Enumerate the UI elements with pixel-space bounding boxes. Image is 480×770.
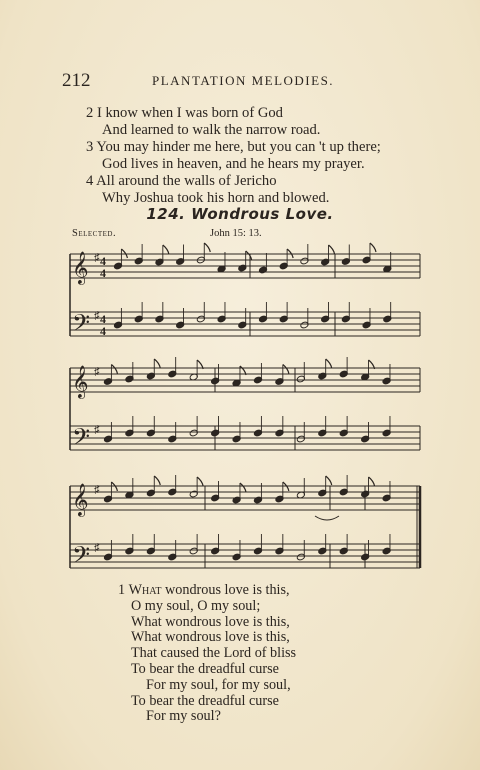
treble-clef: 𝄞 — [72, 251, 89, 284]
note-flag — [111, 482, 117, 491]
time-signature: 4 — [100, 324, 106, 338]
hymn-attribution: Selected. — [72, 228, 117, 239]
verse-line: That caused the Lord of bliss — [131, 645, 297, 662]
verse-line: wondrous love is this, — [165, 582, 290, 598]
note-flag — [369, 477, 375, 486]
note-flag — [154, 476, 160, 485]
key-signature-sharp: ♯ — [94, 366, 100, 378]
note-flag — [287, 249, 293, 258]
bass-clef: 𝄢 — [72, 541, 91, 574]
running-head: PLANTATION MELODIES. — [152, 73, 335, 88]
key-signature-sharp: ♯ — [94, 424, 100, 436]
note-flag — [326, 476, 332, 485]
key-signature-sharp: ♯ — [94, 310, 100, 322]
bass-clef: 𝄢 — [72, 423, 91, 456]
note-flag — [326, 359, 332, 368]
note-flag — [240, 483, 246, 492]
note-flag — [197, 477, 203, 486]
note-flag — [163, 245, 169, 254]
time-signature: 4 — [100, 266, 106, 280]
note-flag — [121, 249, 127, 258]
hymn-verse-1 — [118, 583, 418, 725]
note-flag — [329, 245, 335, 254]
verse-line: 3 You may hinder me here, but you can 't up there; — [86, 139, 381, 155]
page-header — [62, 70, 420, 90]
verse-line: For my soul? — [146, 708, 221, 725]
verse-line: 4 All around the walls of Jericho — [86, 173, 277, 189]
hymn-title: 124. Wondrous Love. — [146, 205, 334, 223]
note-flag — [111, 365, 117, 374]
scripture-reference: John 15: 13. — [210, 228, 262, 239]
key-signature-sharp: ♯ — [94, 252, 100, 264]
time-signature: 4 — [100, 254, 106, 268]
note-flag — [370, 243, 376, 252]
page-number: 212 — [62, 70, 91, 91]
verse-line: And learned to walk the narrow road. — [102, 122, 321, 138]
verse-line: What wondrous love is this, — [131, 613, 290, 630]
verse-line: For my soul, for my soul, — [146, 676, 291, 693]
bass-clef: 𝄢 — [72, 309, 91, 342]
key-signature-sharp: ♯ — [94, 484, 100, 496]
verse-number: 1 — [118, 582, 126, 598]
key-signature-sharp: ♯ — [94, 542, 100, 554]
treble-clef: 𝄞 — [72, 365, 89, 398]
verse-line: What wondrous love is this, — [131, 629, 290, 646]
verse-line: To bear the dreadful curse — [131, 692, 279, 709]
treble-clef: 𝄞 — [72, 483, 89, 516]
verse-line: 2 I know when I was born of God — [86, 105, 283, 121]
note-flag — [154, 359, 160, 368]
verse-first-word: What — [128, 582, 162, 598]
slur — [315, 516, 339, 520]
time-signature: 4 — [100, 312, 106, 326]
note-flag — [204, 243, 210, 252]
verse-line: God lives in heaven, and he hears my prayer. — [102, 156, 365, 172]
music-score — [60, 240, 430, 585]
previous-hymn-verses — [86, 105, 446, 207]
verse-line: To bear the dreadful curse — [131, 660, 279, 677]
verse-line: O my soul, O my soul; — [131, 597, 261, 614]
note-flag — [283, 482, 289, 491]
verse-line: Why Joshua took his horn and blowed. — [102, 190, 330, 206]
note-flag — [246, 251, 252, 260]
note-flag — [283, 365, 289, 374]
